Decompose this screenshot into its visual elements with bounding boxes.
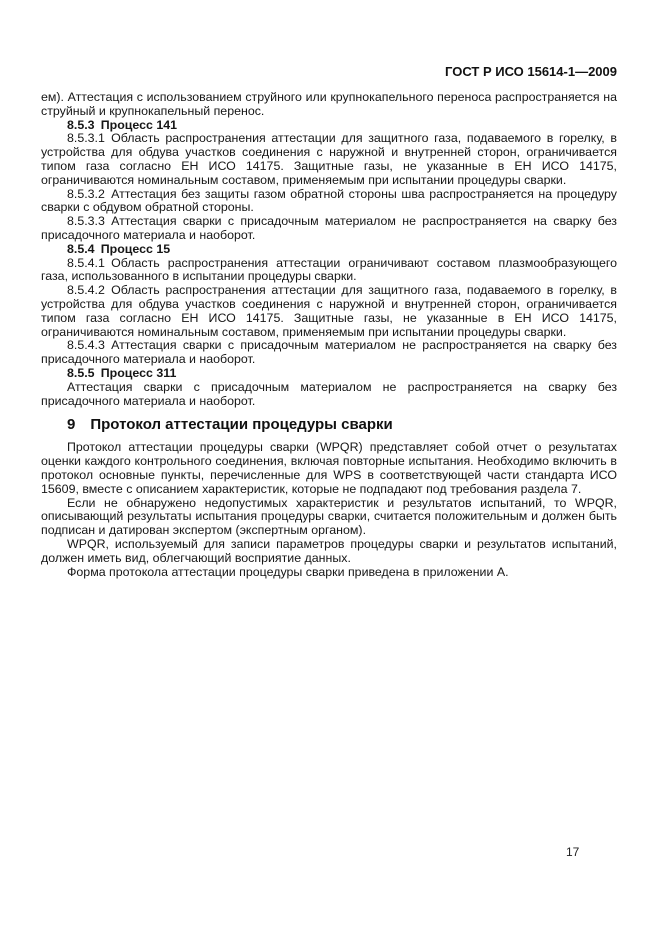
- clause-paragraph: 8.5.3.3 Аттестация сварки с присадочным материалом не распространяется на сварку без присадочного материала и наоборот.: [41, 214, 617, 242]
- clause-paragraph: WPQR, используемый для записи параметров процедуры сварки и результатов испытаний, должен иметь вид, облегчающий восприятие данных.: [41, 536, 617, 565]
- clause-paragraph: ем). Аттестация с использованием струйного или крупнокапельного переноса распространяется на струйный и крупнокапельный перенос.: [41, 90, 617, 118]
- clause-subheading: 8.5.4 Процесс 15: [67, 241, 171, 256]
- clause-paragraph: 8.5.3.2 Аттестация без защиты газом обратной стороны шва распространяется на процедуру сварки с обдувом обратной стороны.: [41, 186, 617, 215]
- clause-paragraph: 8.5.4.3 Аттестация сварки с присадочным материалом не распространяется на сварку без присадочного материала и наоборот.: [41, 338, 617, 367]
- clause-paragraph: Протокол аттестации процедуры сварки (WPQR) представляет собой отчет о результатах оценки каждого контрольного соединения, включая повторные испытания. Необходимо включить в протокол основные пункты, перечисленные для WPS в соответствующей части стандарта ИСО 15609, вместе с описанием характеристик, которые не подпадают под требования раздела 7.: [41, 440, 617, 496]
- section-heading: 9 Протокол аттестации процедуры сварки: [67, 416, 393, 434]
- clause-paragraph: Аттестация сварки с присадочным материалом не распространяется на сварку без присадочного материала и наоборот.: [41, 379, 617, 408]
- clause-paragraph: Форма протокола аттестации процедуры сварки приведена в приложении А.: [67, 564, 509, 579]
- clause-paragraph: 8.5.4.2 Область распространения аттестации для защитного газа, подаваемого в горелку, в устройства для обдува участков соединения с наружной и внутренней сторон, ограничивается типом газа согласно ЕН ИСО 14175. Защитные газы, не указанные в ЕН ИСО 14175, ограничиваются номинальным составом, применяемым при испытании процедуры сварки.: [41, 283, 617, 339]
- page-number: 17: [566, 845, 580, 859]
- running-header-document-code: ГОСТ Р ИСО 15614-1—2009: [445, 64, 617, 79]
- clause-subheading: 8.5.5 Процесс 311: [67, 365, 177, 380]
- document-body: [41, 91, 617, 579]
- clause-paragraph: Если не обнаружено недопустимых характеристик и результатов испытаний, то WPQR, описывающий результаты испытания процедуры сварки, считается положительным и должен быть подписан и датирован экспертом (экспертным органом).: [41, 495, 617, 538]
- clause-paragraph: 8.5.3.1 Область распространения аттестации для защитного газа, подаваемого в горелку, в устройства для обдува участков соединения с наружной и внутренней сторон, ограничивается типом газа согласно ЕН ИСО 14175. Защитные газы, не указанные в ЕН ИСО 14175, ограничиваются номинальным составом, применяемым при испытании процедуры сварки.: [41, 131, 617, 187]
- clause-subheading: 8.5.3 Процесс 141: [67, 117, 178, 132]
- clause-paragraph: 8.5.4.1 Область распространения аттестации ограничивают составом плазмообразующего газа, использованного в испытании процедуры сварки.: [41, 255, 617, 284]
